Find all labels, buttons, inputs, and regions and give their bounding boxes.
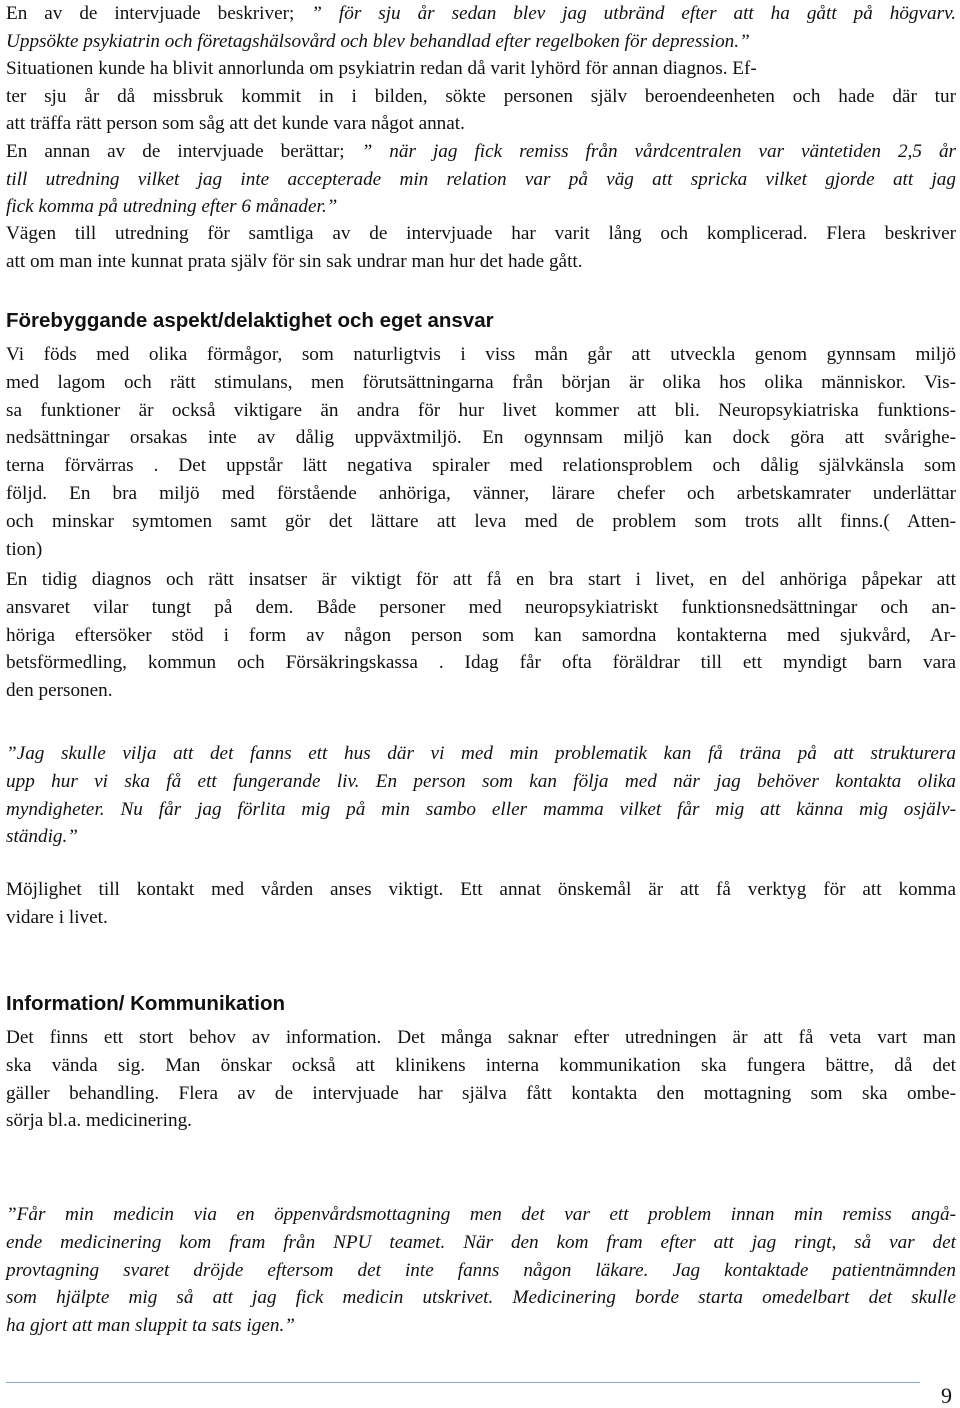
text-line: att om man inte kunnat prata själv för sin sak undrar man hur det hade gått.: [6, 250, 583, 272]
text-line: till utredning vilket jag inte accepterade min relation var på väg att spricka vilket gjorde att jag: [6, 168, 956, 190]
text-line: Vi föds med olika förmågor, som naturligtvis i viss mån går att utveckla genom gynnsam miljö: [6, 344, 956, 365]
text-line: med lagom och rätt stimulans, men förutsättningarna från början är olika hos olika människor. Vis-: [6, 371, 956, 393]
paragraph-contact-with-care: [6, 876, 956, 932]
text-line: nedsättningar orsakas inte av dålig uppväxtmiljö. En ogynnsam miljö kan dock göra att svårighe-: [6, 427, 956, 449]
text-line: terna förvärras . Det uppstår lätt negativa spiraler med relationsproblem och dålig självkänsla som: [6, 455, 956, 477]
quote-medication: [6, 1201, 956, 1340]
section-heading-information: Information/ Kommunikation: [6, 992, 286, 1015]
paragraph-waiting-time-account: [6, 138, 956, 221]
text-line: ha gjort att man sluppit ta sats igen.”: [6, 1315, 295, 1337]
paragraph-abilities: [6, 341, 956, 563]
text-line: En tidig diagnos och rätt insatser är viktigt för att få en bra start i livet, en del anhöriga påpekar att: [6, 569, 956, 590]
quote-structure-house: [6, 740, 956, 851]
text-line: följd. En bra miljö med förstående anhöriga, vänner, lärare chefer och arbetskamrater underlättar: [6, 482, 956, 504]
text-line: och minskar symtomen samt gör det lättare att leva med de problem som trots allt finns.( Atten-: [6, 510, 956, 532]
section-heading-prevention: Förebyggande aspekt/delaktighet och eget ansvar: [6, 309, 494, 332]
text-line: att träffa rätt person som såg att det kunde vara något annat.: [6, 113, 465, 135]
text-line: En annan av de intervjuade berättar; ” när jag fick remiss från vårdcentralen var väntetiden 2,5 år: [6, 141, 957, 162]
text-line: gäller behandling. Flera av de intervjuade har själva fått kontakta den mottagning som ska ombe-: [6, 1082, 956, 1104]
text-line: ”Jag skulle vilja att det fanns ett hus där vi med min problematik kan få träna på att strukturera: [6, 743, 956, 764]
text-line: sörja bl.a. medicinering.: [6, 1110, 192, 1132]
page-number: 9: [941, 1383, 952, 1408]
text-line: den personen.: [6, 680, 113, 702]
text-line: Uppsökte psykiatrin och företagshälsovård och blev behandlad efter regelboken för depression.”: [6, 30, 750, 52]
text-line: ska vända sig. Man önskar också att klinikens interna kommunikation ska fungera bättre, då det: [6, 1054, 956, 1076]
text-line: ende medicinering kom fram från NPU teamet. När den kom fram efter att jag ringt, så var det: [6, 1231, 956, 1253]
text-line: myndigheter. Nu får jag förlita mig på min sambo eller mamma vilket får mig att känna mig osjälv-: [6, 798, 956, 820]
text-line: ”Får min medicin via en öppenvårdsmottagning men det var ett problem innan min remiss angå-: [6, 1204, 956, 1225]
text-line: höriga eftersöker stöd i form av någon person som kan samordna kontakterna med sjukvård, Ar-: [6, 624, 956, 646]
paragraph-early-diagnosis: [6, 566, 956, 705]
text-line: ansvaret vilar tungt på dem. Både personer med neuropsykiatriskt funktionsnedsättningar och an-: [6, 596, 956, 618]
text-line: fick komma på utredning efter 6 månader.”: [6, 196, 338, 218]
text-line: Det finns ett stort behov av information. Det många saknar efter utredningen är att få veta vart man: [6, 1027, 956, 1048]
text-line: En av de intervjuade beskriver; ” för sju år sedan blev jag utbränd efter att ha gått på högvarv.: [6, 3, 956, 24]
text-line: ter sju år då missbruk kommit in i bilden, sökte personen själv beroendeenheten och hade där tur: [6, 85, 956, 107]
text-line: sa funktioner är också viktigare än andra för hur livet kommer att bli. Neuropsykiatriska funktions-: [6, 399, 956, 421]
text-line: Situationen kunde ha blivit annorlunda om psykiatrin redan då varit lyhörd för annan diagnos. Ef-: [6, 58, 757, 80]
text-line: vidare i livet.: [6, 906, 108, 928]
text-line: upp hur vi ska få ett fungerande liv. En person som kan följa med när jag behöver kontakta olika: [6, 770, 956, 792]
text-line: betsförmedling, kommun och Försäkringskassa . Idag får ofta föräldrar till ett myndigt barn vara: [6, 652, 956, 674]
paragraph-information-need: [6, 1024, 956, 1135]
text-line: som hjälpte mig så att jag fick medicin utskrivet. Medicinering borde starta omedelbart det skulle: [6, 1287, 956, 1309]
paragraph-burnout-account: [6, 0, 956, 138]
text-line: tion): [6, 538, 43, 560]
text-line: Möjlighet till kontakt med vården anses viktigt. Ett annat önskemål är att få verktyg för att komma: [6, 879, 956, 900]
text-line: Vägen till utredning för samtliga av de intervjuade har varit lång och komplicerad. Flera beskriver: [6, 223, 956, 244]
text-line: provtagning svaret dröjde eftersom det inte fanns någon läkare. Jag kontaktade patientnämnden: [6, 1259, 956, 1281]
text-line: ständig.”: [6, 826, 78, 848]
footer-rule: [6, 1382, 920, 1383]
paragraph-long-road: [6, 220, 956, 275]
